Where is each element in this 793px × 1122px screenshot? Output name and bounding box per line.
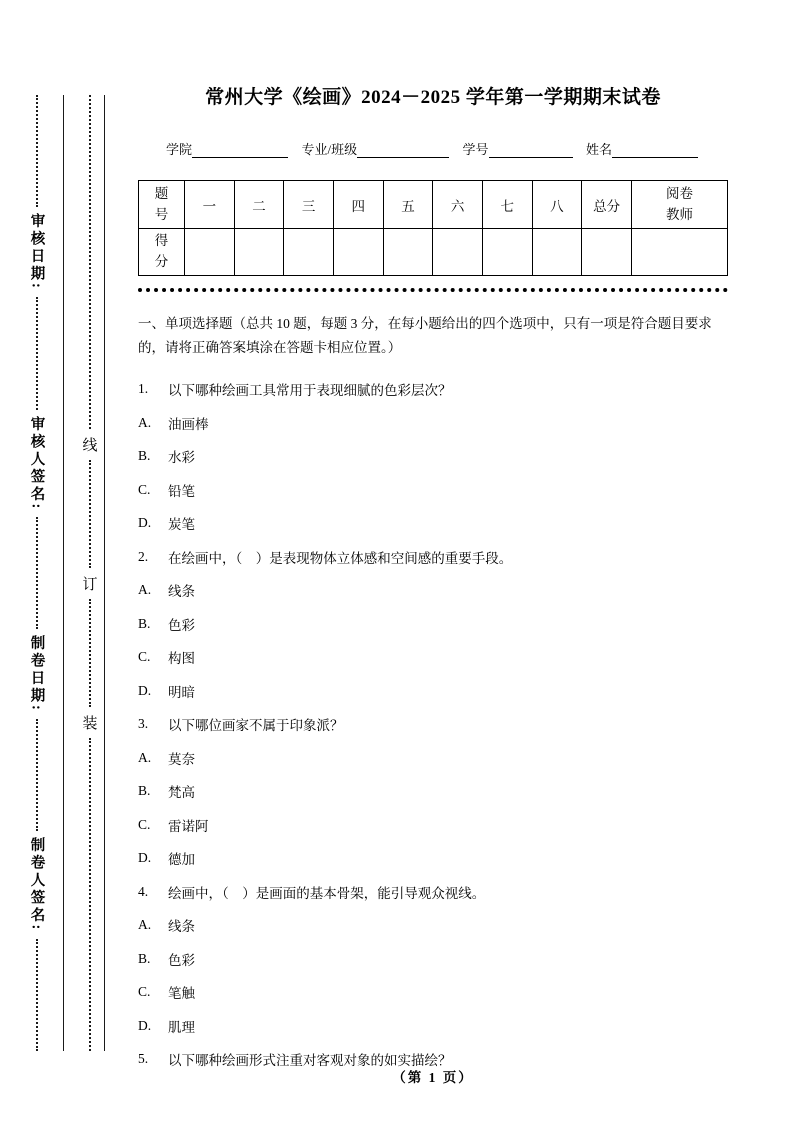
option-label: B. [138, 448, 151, 464]
student-id-field [463, 139, 573, 158]
option-label: B. [138, 783, 151, 799]
score-cell [383, 229, 433, 276]
column-header-5 [383, 181, 433, 229]
student-id-label: 学号 [462, 142, 489, 157]
option-label: D. [138, 515, 152, 531]
score-row-header-cell [139, 229, 185, 276]
score-cell [185, 229, 235, 276]
column-header-label: 一 [202, 198, 217, 214]
column-header-label: 八 [550, 198, 564, 214]
option-text: 雷诺阿 [168, 818, 209, 834]
option-text: 构图 [168, 651, 195, 667]
sealing-line-inner [63, 95, 64, 1051]
column-header-4 [333, 181, 383, 229]
option-text: 线条 [168, 919, 195, 935]
column-header-total [582, 181, 632, 229]
score-cell [433, 229, 483, 276]
question-text: 以下哪位画家不属于印象派？ [168, 718, 344, 734]
option-line [138, 607, 728, 641]
option-text: 德加 [168, 852, 195, 868]
page-title: 常州大学《绘画》2024－2025 学年第一学期期末试卷 [205, 87, 661, 108]
question-4 [138, 875, 728, 1043]
column-header-label: 七 [500, 198, 515, 214]
column-header-label: 六 [450, 198, 465, 214]
option-line [138, 774, 728, 808]
binding-char-zhuang: 装 [82, 716, 98, 733]
column-header-grader [632, 181, 728, 229]
grader-header: 阅卷教师 [665, 185, 693, 222]
option-line [138, 942, 728, 976]
option-line [138, 1009, 728, 1043]
option-line [138, 808, 728, 842]
sealing-line-outer [104, 95, 105, 1051]
option-text: 明暗 [168, 684, 195, 700]
option-label: A. [138, 749, 152, 765]
option-text: 铅笔 [168, 483, 195, 499]
option-line [138, 506, 728, 540]
name-label: 姓名 [585, 142, 612, 157]
question-1 [138, 372, 728, 540]
question-3 [138, 707, 728, 875]
score-table-corner-cell [139, 181, 185, 229]
score-cell [333, 229, 383, 276]
option-label: B. [138, 615, 151, 631]
column-header-3 [284, 181, 334, 229]
dotted-leader [36, 95, 38, 207]
dotted-separator [138, 288, 728, 292]
option-text: 色彩 [168, 617, 195, 633]
option-text: 肌理 [168, 1019, 195, 1035]
score-row-header: 得分 [154, 233, 169, 269]
column-header-6 [433, 181, 483, 229]
major-class-field [301, 139, 449, 158]
binding-char-ding: 订 [82, 577, 98, 594]
option-line [138, 640, 728, 674]
option-label: C. [138, 649, 151, 665]
score-cell [482, 229, 532, 276]
dotted-leader [36, 719, 38, 831]
question-number: 2. [138, 548, 149, 564]
option-label: C. [138, 481, 151, 497]
option-label: A. [138, 917, 152, 933]
option-line [138, 975, 728, 1009]
option-label: C. [138, 816, 151, 832]
dotted-leader [36, 517, 38, 629]
total-score-header: 总分 [593, 198, 621, 214]
major-class-label: 专业/班级 [301, 142, 358, 157]
option-text: 色彩 [168, 952, 195, 968]
name-blank-line [612, 143, 698, 158]
question-line [138, 875, 728, 909]
score-table [138, 180, 728, 276]
page-number-footer: （第 1 页） [392, 1070, 474, 1085]
question-text: 以下哪种绘画工具常用于表现细腻的色彩层次？ [168, 383, 452, 399]
question-text: 在绘画中，（ ）是表现物体立体感和空间感的重要手段。 [168, 550, 513, 566]
score-cell [532, 229, 582, 276]
dotted-leader [36, 297, 38, 409]
student-id-blank-line [489, 143, 573, 158]
option-text: 炭笔 [168, 517, 195, 533]
binding-line-column [80, 95, 100, 1051]
question-number: 1. [138, 381, 149, 397]
option-text: 线条 [168, 584, 195, 600]
dotted-leader [89, 95, 91, 429]
column-header-8 [532, 181, 582, 229]
question-line [138, 540, 728, 574]
audit-margin-column [24, 95, 50, 1051]
question-line [138, 372, 728, 406]
score-cell [582, 229, 632, 276]
college-blank-line [192, 143, 288, 158]
option-text: 油画棒 [168, 416, 209, 432]
option-label: B. [138, 950, 151, 966]
dotted-leader [89, 599, 91, 707]
question-number: 4. [138, 883, 149, 899]
score-cell [632, 229, 728, 276]
score-cell [284, 229, 334, 276]
paper-made-date-label: 制卷日期: [28, 635, 45, 714]
column-header-label: 四 [351, 198, 366, 214]
option-label: D. [138, 1017, 152, 1033]
option-label: D. [138, 682, 152, 698]
dotted-leader [89, 738, 91, 1051]
section-one-heading: 一、单项选择题（总共 10 题，每题 3 分，在每小题给出的四个选项中，只有一项是符合题目要求的，请将正确答案填涂在答题卡相应位置。） [138, 315, 712, 356]
college-field [166, 139, 288, 158]
auditor-signature-label: 审核人签名: [28, 415, 45, 511]
question-2 [138, 540, 728, 708]
dotted-leader [89, 460, 91, 568]
student-info-row [166, 139, 698, 158]
question-number: 5. [138, 1051, 149, 1067]
option-text: 笔触 [168, 986, 195, 1002]
question-text: 绘画中，（ ）是画面的基本骨架，能引导观众视线。 [168, 885, 486, 901]
question-number: 3. [138, 716, 149, 732]
question-number-header: 题号 [154, 185, 169, 222]
major-class-blank-line [357, 143, 449, 158]
name-field [586, 139, 698, 158]
question-text: 以下哪种绘画形式注重对客观对象的如实描绘？ [168, 1053, 452, 1069]
column-header-label: 五 [401, 198, 415, 214]
option-line [138, 573, 728, 607]
option-label: A. [138, 582, 152, 598]
option-line [138, 841, 728, 875]
score-cell [234, 229, 284, 276]
option-label: D. [138, 850, 152, 866]
option-line [138, 439, 728, 473]
column-header-label: 二 [252, 198, 266, 214]
college-label: 学院 [166, 142, 193, 157]
column-header-2 [234, 181, 284, 229]
paper-maker-signature-label: 制卷人签名: [28, 837, 45, 933]
option-text: 水彩 [168, 450, 195, 466]
option-text: 莫奈 [168, 751, 195, 767]
audit-date-label: 审核日期: [28, 213, 45, 292]
option-line [138, 674, 728, 708]
option-line [138, 473, 728, 507]
column-header-label: 三 [301, 198, 316, 214]
option-text: 梵高 [168, 785, 195, 801]
dotted-leader [36, 939, 38, 1051]
question-line [138, 707, 728, 741]
question-list [138, 372, 728, 1076]
option-line [138, 741, 728, 775]
option-line [138, 908, 728, 942]
column-header-7 [482, 181, 532, 229]
option-label: C. [138, 984, 151, 1000]
exam-content [138, 82, 728, 1076]
option-line [138, 406, 728, 440]
option-label: A. [138, 414, 152, 430]
binding-char-xian: 线 [82, 438, 98, 455]
column-header-1 [185, 181, 235, 229]
